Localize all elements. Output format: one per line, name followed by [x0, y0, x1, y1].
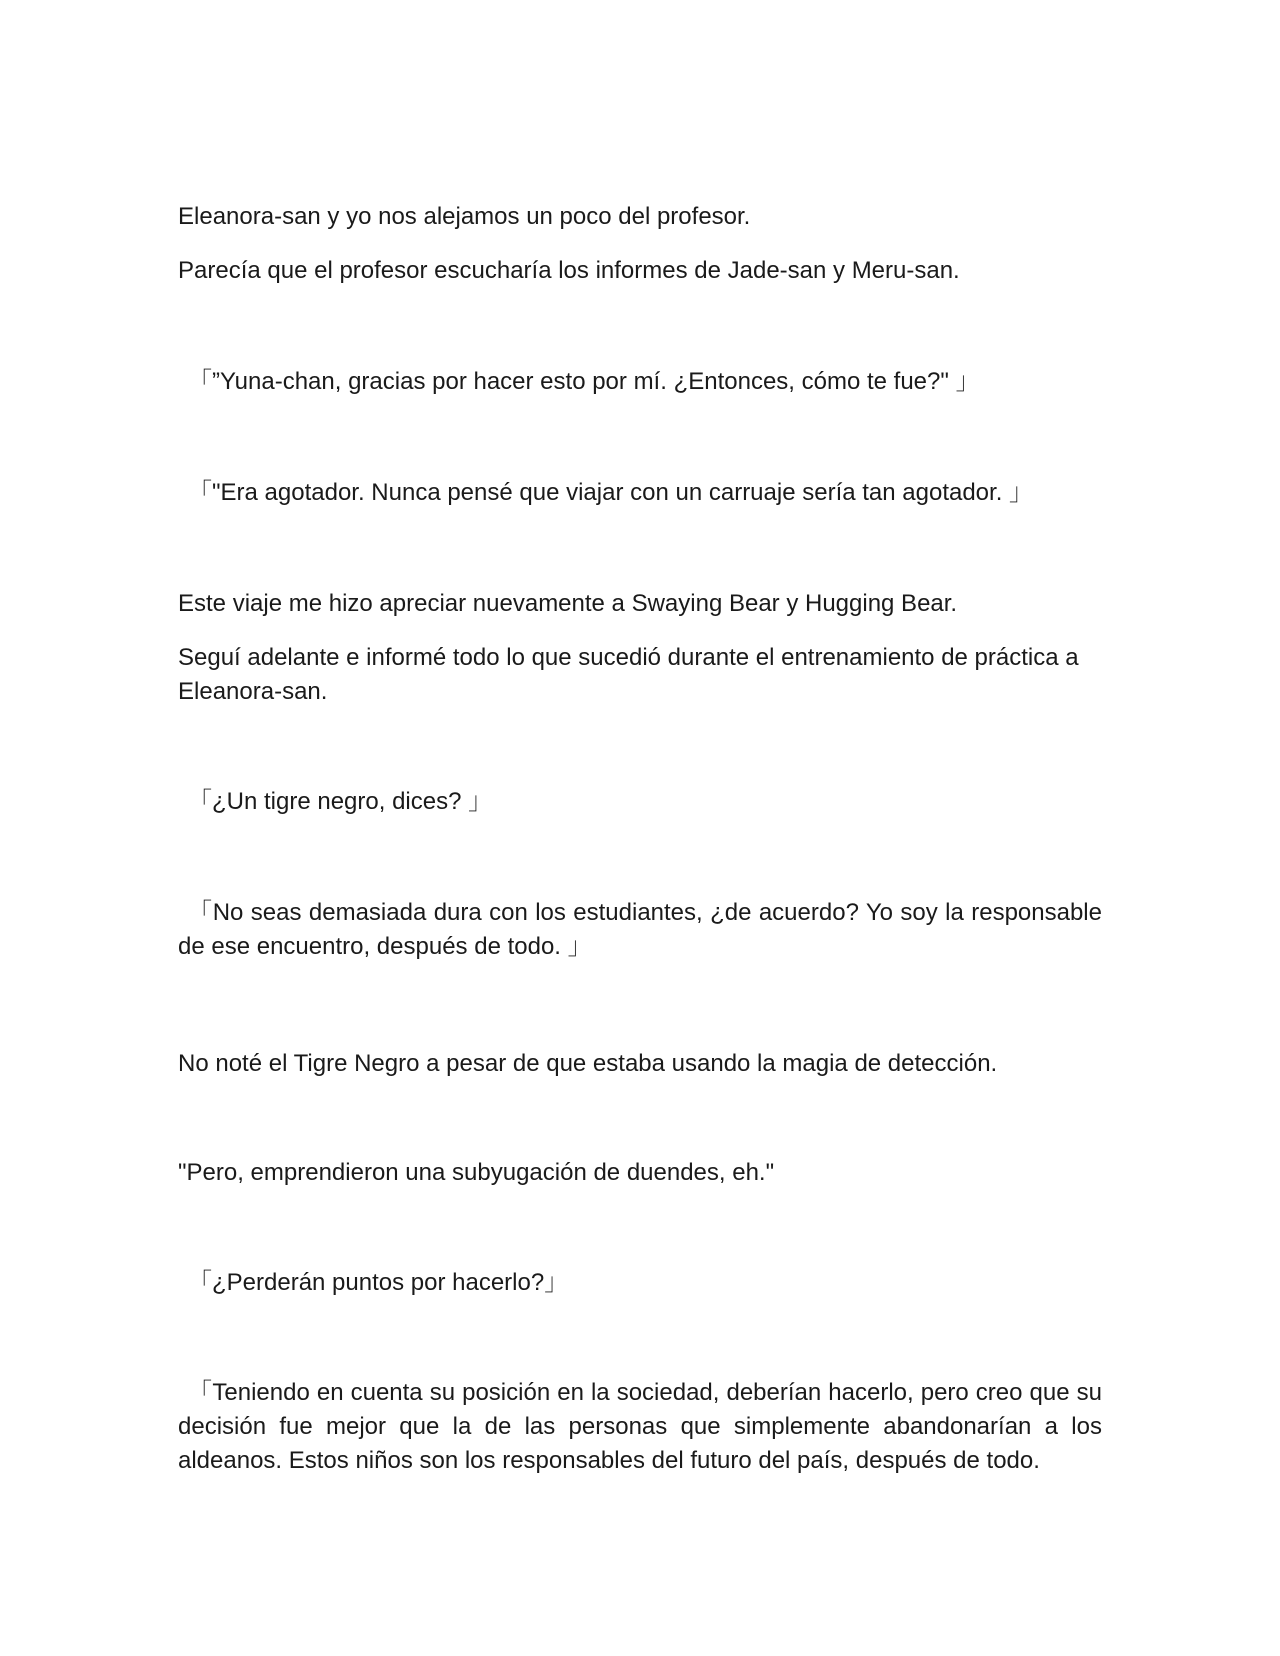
- paragraph-narration-3: Este viaje me hizo apreciar nuevamente a Swaying Bear y Hugging Bear.: [178, 590, 958, 617]
- paragraph-narration-1: Eleanora-san y yo nos alejamos un poco del profesor.: [178, 203, 751, 230]
- paragraph-dialogue-1: 「”Yuna-chan, gracias por hacer esto por mí. ¿Entonces, cómo te fue?" 」: [188, 368, 980, 395]
- paragraph-narration-6: "Pero, emprendieron una subyugación de duendes, eh.": [178, 1159, 775, 1186]
- paragraph-dialogue-6: 「Teniendo en cuenta su posición en la sociedad, deberían hacerlo, pero creo que su decisión fue mejor que la de las personas que simplemente abandonarían a los aldeanos. Estos niños son los responsables del futuro del país, después de todo.: [178, 1379, 1102, 1474]
- paragraph-dialogue-5: 「¿Perderán puntos por hacerlo?」: [188, 1269, 569, 1296]
- paragraph-dialogue-4: 「No seas demasiada dura con los estudiantes, ¿de acuerdo? Yo soy la responsable de ese encuentro, después de todo. 」: [178, 899, 1102, 960]
- paragraph-narration-4: Seguí adelante e informé todo lo que sucedió durante el entrenamiento de práctica a Eleanora-san.: [178, 644, 1079, 705]
- paragraph-dialogue-3: 「¿Un tigre negro, dices? 」: [188, 788, 493, 815]
- paragraph-narration-2: Parecía que el profesor escucharía los informes de Jade-san y Meru-san.: [178, 257, 960, 284]
- paragraph-dialogue-2: 「"Era agotador. Nunca pensé que viajar con un carruaje sería tan agotador. 」: [188, 479, 1034, 506]
- paragraph-narration-5: No noté el Tigre Negro a pesar de que estaba usando la magia de detección.: [178, 1050, 998, 1077]
